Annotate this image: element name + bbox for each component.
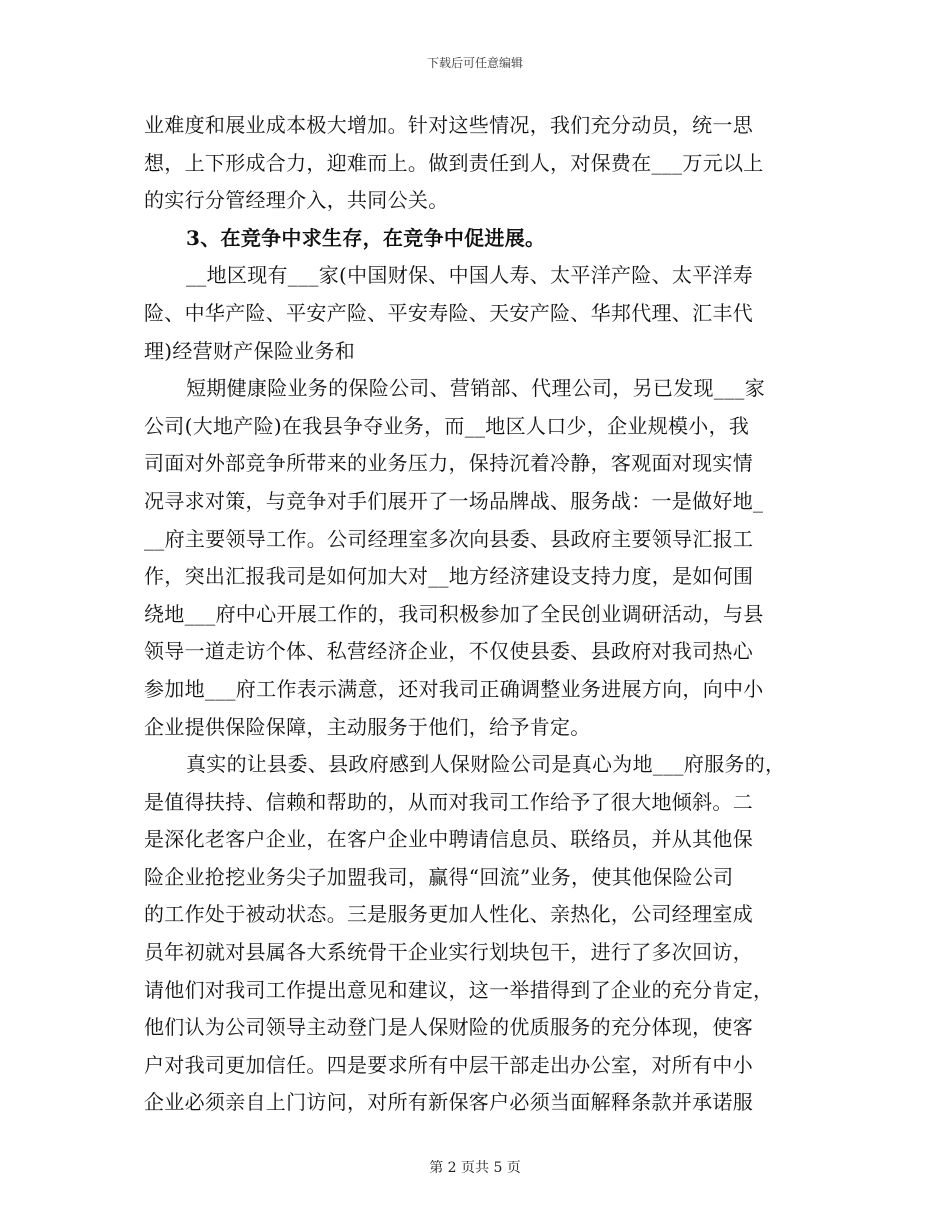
text-line: 他们认为公司领导主动登门是人保财险的优质服务的充分体现，使客 (144, 1015, 753, 1040)
text-line: 业难度和展业成本极大增加。针对这些情况，我们充分动员，统一思 (144, 113, 753, 137)
text-line: 险企业抢挖业务尖子加盟我司，赢得“回流”业务，使其他保险公司 (144, 864, 734, 889)
text-line: 企业必须亲自上门访问，对所有新保客户必须当面解释条款并承诺服 (144, 1090, 753, 1115)
text-line: 的实行分管经理介入，共同公关。 (144, 188, 449, 213)
page-footer: 第 2 页共 5 页 (429, 1160, 521, 1176)
text-line: 作，突出汇报我司是如何加大对__地方经济建设支持力度，是如何围 (144, 564, 754, 589)
document-body (144, 107, 824, 1122)
text-line: __府主要领导工作。公司经理室多次向县委、县政府主要领导汇报工 (144, 526, 754, 551)
text-line: 险、中华产险、平安产险、平安寿险、天安产险、华邦代理、汇丰代 (144, 300, 753, 325)
text-line: 参加地___府工作表示满意，还对我司正确调整业务进展方向，向中小 (144, 676, 764, 701)
text-line: 短期健康险业务的保险公司、营销部、代理公司，另已发现___家 (186, 376, 765, 401)
page-header: 下载后可任意编辑 (426, 56, 523, 70)
text-line: 公司(大地产险)在我县争夺业务，而__地区人口少，企业规模小，我 (144, 413, 750, 438)
text-line: 是深化老客户企业，在客户企业中聘请信息员、联络员，并从其他保 (144, 827, 753, 852)
text-line: 企业提供保险保障，主动服务于他们，给予肯定。 (144, 714, 591, 739)
text-line: 理)经营财产保险业务和 (144, 338, 356, 363)
text-line: 况寻求对策，与竞争对手们展开了一场品牌战、服务战：一是做好地_ (144, 488, 764, 513)
text-line: 员年初就对县属各大系统骨干企业实行划块包干，进行了多次回访， (144, 940, 753, 965)
text-line: 请他们对我司工作提出意见和建议，这一举措得到了企业的充分肯定， (144, 977, 774, 1002)
text-line: 想，上下形成合力，迎难而上。做到责任到人，对保费在___万元以上 (144, 150, 764, 175)
text-line: 绕地___府中心开展工作的，我司积极参加了全民创业调研活动，与县 (144, 601, 764, 626)
text-line: 户对我司更加信任。四是要求所有中层干部走出办公室，对所有中小 (144, 1052, 753, 1077)
text-line: 的工作处于被动状态。三是服务更加人性化、亲热化，公司经理室成 (144, 902, 753, 927)
text-line: 是值得扶持、信赖和帮助的，从而对我司工作给予了很大地倾斜。二 (144, 789, 753, 814)
section-heading: 3、在竞争中求生存，在竞争中促进展。 (186, 225, 546, 250)
text-line: __地区现有___家(中国财保、中国人寿、太平洋产险、太平洋寿 (186, 263, 754, 288)
text-line: 真实的让县委、县政府感到人保财险公司是真心为地___府服务的， (186, 752, 786, 777)
text-line: 司面对外部竞争所带来的业务压力，保持沉着冷静，客观面对现实情 (144, 451, 753, 476)
text-line: 领导一道走访个体、私营经济企业，不仅使县委、县政府对我司热心 (144, 639, 753, 664)
